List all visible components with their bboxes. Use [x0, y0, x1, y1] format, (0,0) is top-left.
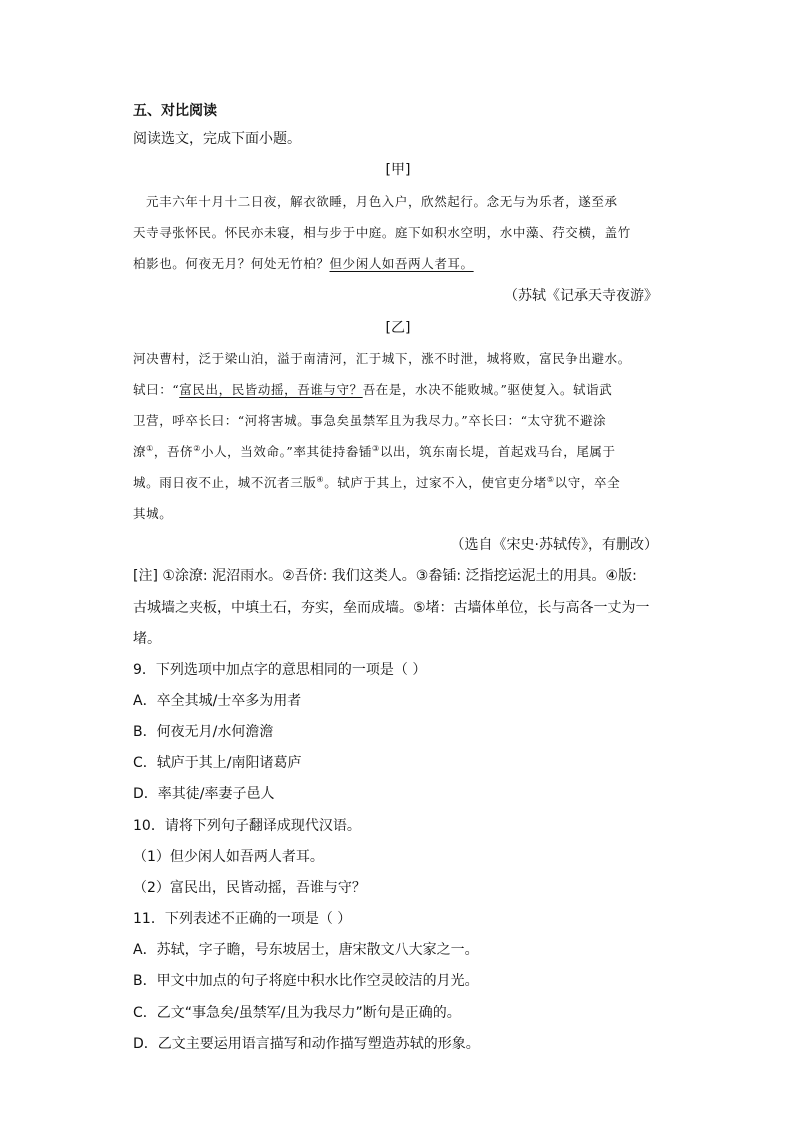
question-9-option-b: B．何夜无月/水何澹澹 — [133, 724, 274, 740]
question-10-stem: 10．请将下列句子翻译成现代汉语。 — [133, 818, 361, 834]
passage-b-line-6: 其城。 — [133, 506, 173, 521]
question-9-stem: 9．下列选项中加点字的意思相同的一项是（ ） — [133, 662, 427, 678]
question-9-option-c: C．轼庐于其上/南阳诸葛庐 — [133, 755, 302, 771]
note-marker: ⑤ — [546, 474, 555, 484]
passage-b-line-1: 河决曹村，泛于梁山泊，溢于南清河，汇于城下，涨不时泄，城将败，富民争出避水。 — [133, 351, 631, 366]
note-marker: ④ — [316, 474, 325, 484]
text-segment: 小人，当效命。”率其徒持畚锸 — [200, 444, 373, 459]
underlined-sentence: 但少闲人如吾两人者耳。 — [329, 256, 474, 271]
notes-line-1: [注] ①涂潦: 泥沼雨水。②吾侪: 我们这类人。③畚锸: 泛指挖运泥土的用具。④版: — [133, 568, 637, 584]
text-segment: ，吾侪 — [153, 444, 194, 459]
notes-line-2: 古城墙之夹板，中填土石，夯实，垒而成墙。⑤堵：古墙体单位，长与高各一丈为一 — [133, 600, 650, 616]
text-segment: 。轼庐于其上，过家不入，使官吏分堵 — [324, 475, 547, 490]
passage-b-line-2-end: 吾在是，水决不能败城。”驱使复入。轼诣武 — [362, 382, 613, 397]
text-segment: 以守，卒全 — [554, 475, 621, 490]
passage-a-line-3-text: 柏影也。何夜无月？何处无竹柏？ — [133, 256, 330, 271]
question-10-sentence-1: （1）但少闲人如吾两人者耳。 — [133, 849, 324, 865]
question-10-sentence-2: （2）富民出，民皆动摇，吾谁与守？ — [133, 880, 366, 896]
note-marker: ③ — [372, 443, 380, 453]
text-segment: 城。雨日夜不止，城不沉者三版 — [133, 475, 317, 490]
passage-b-line-4 — [133, 442, 663, 462]
question-9-option-d: D．率其徒/率妻子邑人 — [133, 786, 275, 802]
passage-b-line-2-start: 轼曰：“ — [133, 382, 180, 397]
question-11-option-c: C．乙文“事急矣/虽禁军/且为我尽力”断句是正确的。 — [133, 1005, 461, 1021]
passage-a-line-2: 天寺寻张怀民。怀民亦未寝，相与步于中庭。庭下如积水空明，水中藻、荇交横，盖竹 — [133, 225, 631, 240]
question-11-option-a: A．苏轼，字子瞻，号东坡居士，唐宋散文八大家之一。 — [133, 942, 479, 958]
passage-b-line-2 — [133, 380, 663, 400]
text-segment: 以出，筑东南长堤，首起戏马台，尾属于 — [379, 444, 616, 459]
note-marker: ① — [146, 443, 154, 453]
passage-b-source: （选自《宋史·苏轼传》，有删改） — [450, 537, 658, 553]
question-11-option-b: B．甲文中加点的句子将庭中积水比作空灵皎洁的月光。 — [133, 973, 479, 989]
passage-a-line-3 — [133, 254, 663, 274]
text-segment: 潦 — [133, 444, 147, 459]
question-11-stem: 11．下列表述不正确的一项是（ ） — [133, 911, 352, 927]
passage-b-line-5 — [133, 473, 663, 493]
passage-a-source: （苏轼《记承天寺夜游》 — [504, 288, 658, 304]
notes-line-3: 堵。 — [133, 631, 161, 647]
underlined-sentence: 富民出，民皆动摇，吾谁与守？ — [179, 382, 363, 397]
passage-a-title: [甲] — [385, 162, 411, 178]
question-11-option-d: D．乙文主要运用语言描写和动作描写塑造苏轼的形象。 — [133, 1036, 480, 1052]
passage-a-line-1: 元丰六年十月十二日夜，解衣欲睡，月色入户，欣然起行。念无与为乐者，遂至承 — [146, 194, 618, 209]
instruction-text: 阅读选文，完成下面小题。 — [133, 131, 301, 147]
section-heading: 五、对比阅读 — [133, 103, 217, 119]
passage-b-line-3: 卫营，呼卒长曰：“河将害城。事急矣虽禁军且为我尽力。”卒长曰：“太守犹不避涂 — [133, 413, 607, 428]
note-marker: ② — [193, 443, 201, 453]
passage-b-title: [乙] — [385, 320, 411, 336]
question-9-option-a: A．卒全其城/士卒多为用者 — [133, 693, 302, 709]
